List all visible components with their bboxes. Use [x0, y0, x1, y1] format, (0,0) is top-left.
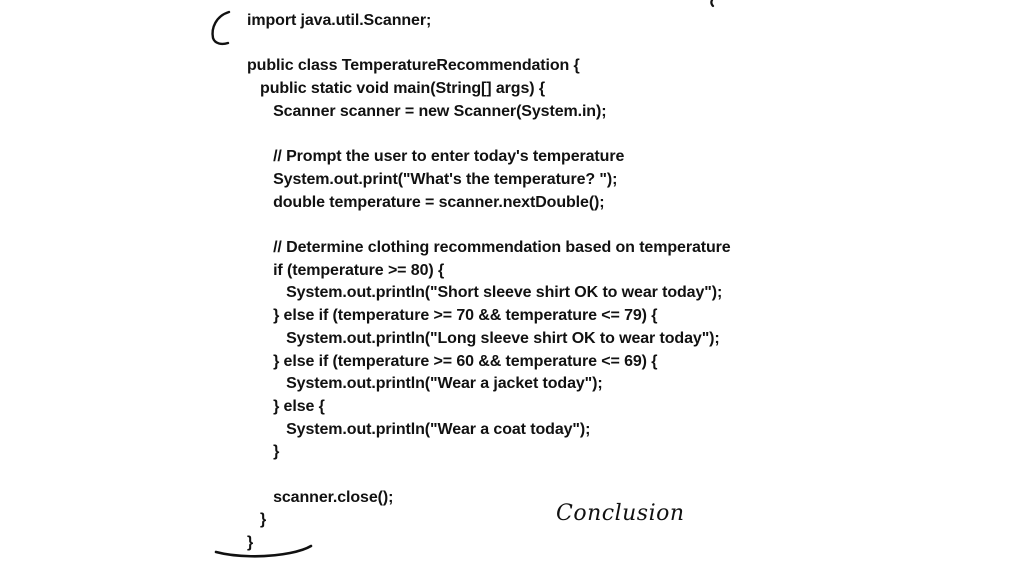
code-line: }	[247, 511, 267, 529]
pen-top-right-mark	[711, 0, 713, 6]
code-line: }	[247, 443, 280, 461]
code-line: scanner.close();	[247, 488, 394, 506]
code-line: System.out.println("Wear a jacket today");	[247, 375, 603, 393]
pen-underline-stroke	[216, 546, 311, 556]
code-line: import java.util.Scanner;	[247, 12, 432, 29]
code-line: public class TemperatureRecommendation {	[247, 57, 580, 75]
handwritten-conclusion-note: Conclusion	[556, 501, 685, 526]
code-line: } else {	[247, 397, 325, 415]
code-line: System.out.println("Wear a coat today");	[247, 420, 591, 438]
code-line: // Prompt the user to enter today's temperature	[247, 148, 625, 166]
code-line: System.out.println("Long sleeve shirt OK to wear today");	[247, 329, 720, 347]
code-line: // Determine clothing recommendation based on temperature	[247, 239, 731, 256]
code-line: public static void main(String[] args) {	[247, 80, 545, 98]
code-line: System.out.print("What's the temperature? ");	[247, 170, 618, 188]
code-line: } else if (temperature >= 60 && temperature <= 69) {	[247, 352, 658, 370]
code-line: double temperature = scanner.nextDouble();	[247, 193, 605, 211]
pen-bracket-mark	[213, 12, 229, 44]
code-line: if (temperature >= 80) {	[247, 261, 445, 279]
code-line: Scanner scanner = new Scanner(System.in);	[247, 102, 607, 120]
code-line: } else if (temperature >= 70 && temperature <= 79) {	[247, 307, 658, 325]
code-line: System.out.println("Short sleeve shirt OK to wear today");	[247, 284, 723, 302]
code-line: }	[247, 534, 254, 552]
